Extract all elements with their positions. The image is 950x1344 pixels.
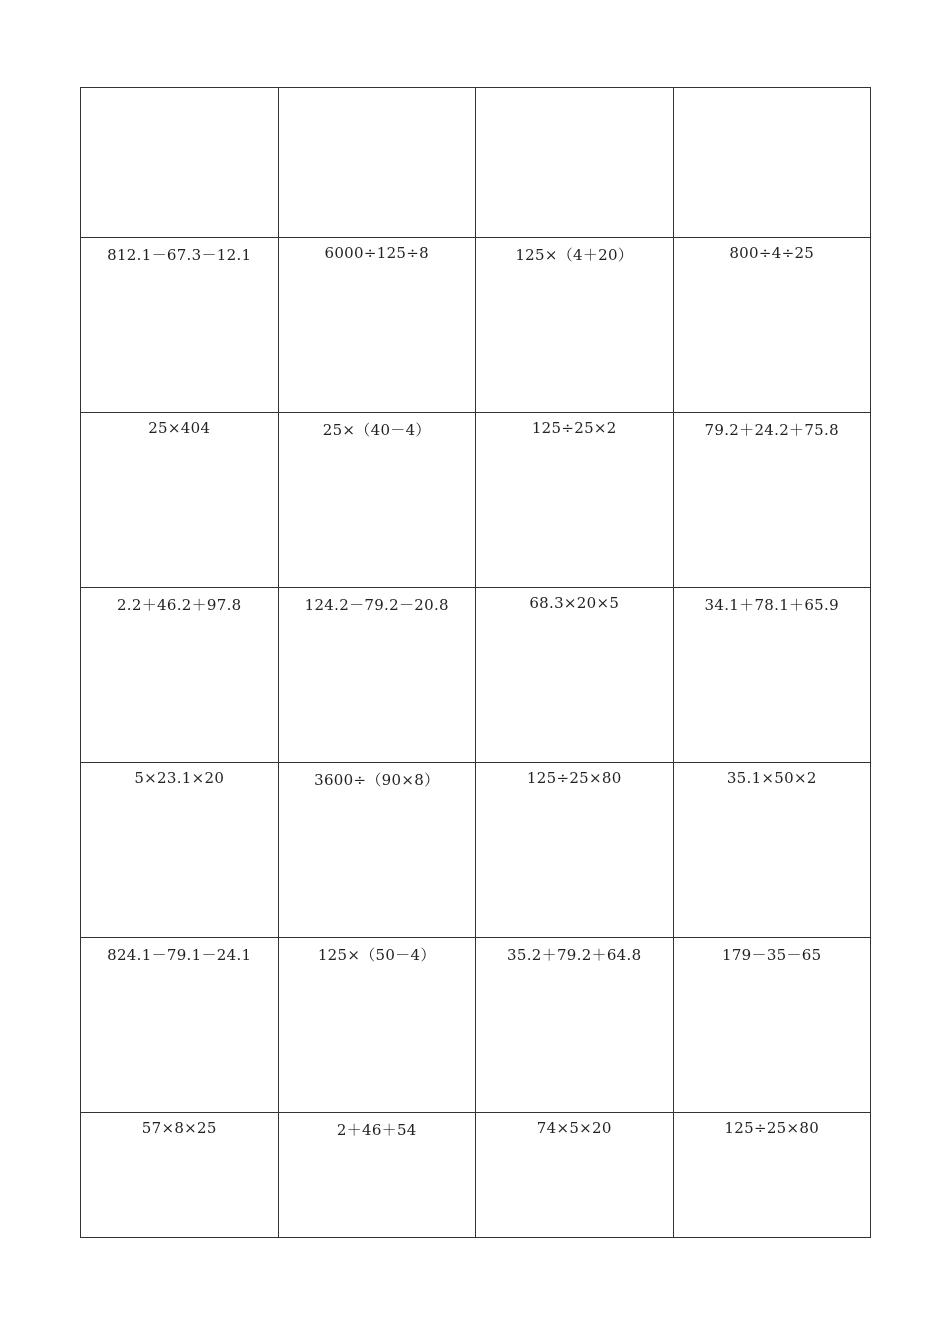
expression: 79.2＋24.2＋75.8 <box>704 421 839 439</box>
expression: 25×（40－4） <box>322 421 431 439</box>
grid-cell <box>673 238 871 413</box>
grid-cell <box>476 588 674 763</box>
expression <box>674 88 871 94</box>
grid-row <box>81 88 871 238</box>
expression: 812.1－67.3－12.1 <box>107 246 252 264</box>
grid-cell <box>278 413 476 588</box>
grid-cell <box>81 88 279 238</box>
grid-row <box>81 238 871 413</box>
grid-cell <box>673 88 871 238</box>
grid-cell <box>476 763 674 938</box>
expression: 57×8×25 <box>141 1119 217 1137</box>
grid-cell <box>278 588 476 763</box>
expression: 68.3×20×5 <box>529 594 620 612</box>
expression: 74×5×20 <box>536 1119 612 1137</box>
expression: 125÷25×80 <box>724 1119 820 1137</box>
expression: 179－35－65 <box>721 946 822 964</box>
calculation-grid <box>80 87 871 1238</box>
expression: 800÷4÷25 <box>729 244 815 262</box>
grid-cell <box>81 938 279 1113</box>
expression: 3600÷（90×8） <box>314 771 440 789</box>
grid-cell <box>673 763 871 938</box>
grid-cell <box>81 238 279 413</box>
grid-row <box>81 938 871 1113</box>
grid-cell <box>673 413 871 588</box>
expression: 35.1×50×2 <box>726 769 817 787</box>
expression: 2＋46＋54 <box>336 1121 417 1139</box>
expression <box>476 88 673 94</box>
grid-row <box>81 413 871 588</box>
grid-cell <box>673 588 871 763</box>
expression: 824.1－79.1－24.1 <box>107 946 252 964</box>
expression: 125÷25×80 <box>526 769 622 787</box>
grid-cell <box>81 1113 279 1238</box>
expression: 25×404 <box>148 419 211 437</box>
grid-cell <box>673 938 871 1113</box>
grid-cell <box>278 763 476 938</box>
expression: 125÷25×2 <box>531 419 617 437</box>
grid-cell <box>278 88 476 238</box>
expression: 6000÷125÷8 <box>324 244 429 262</box>
expression: 35.2＋79.2＋64.8 <box>507 946 642 964</box>
grid-cell <box>476 238 674 413</box>
grid-cell <box>673 1113 871 1238</box>
grid-row <box>81 1113 871 1238</box>
grid-cell <box>81 588 279 763</box>
expression: 2.2＋46.2＋97.8 <box>116 596 242 614</box>
expression: 5×23.1×20 <box>134 769 225 787</box>
grid-cell <box>476 1113 674 1238</box>
expression <box>81 88 278 94</box>
grid-cell <box>476 938 674 1113</box>
expression: 125×（50－4） <box>317 946 436 964</box>
grid-cell <box>278 938 476 1113</box>
grid-cell <box>81 413 279 588</box>
grid-cell <box>278 1113 476 1238</box>
expression: 124.2－79.2－20.8 <box>304 596 449 614</box>
grid-row <box>81 763 871 938</box>
grid-cell <box>81 763 279 938</box>
grid-row <box>81 588 871 763</box>
grid-cell <box>278 238 476 413</box>
expression <box>279 88 476 94</box>
expression: 125×（4＋20） <box>515 246 634 264</box>
grid-cell <box>476 88 674 238</box>
expression: 34.1＋78.1＋65.9 <box>704 596 839 614</box>
grid-cell <box>476 413 674 588</box>
